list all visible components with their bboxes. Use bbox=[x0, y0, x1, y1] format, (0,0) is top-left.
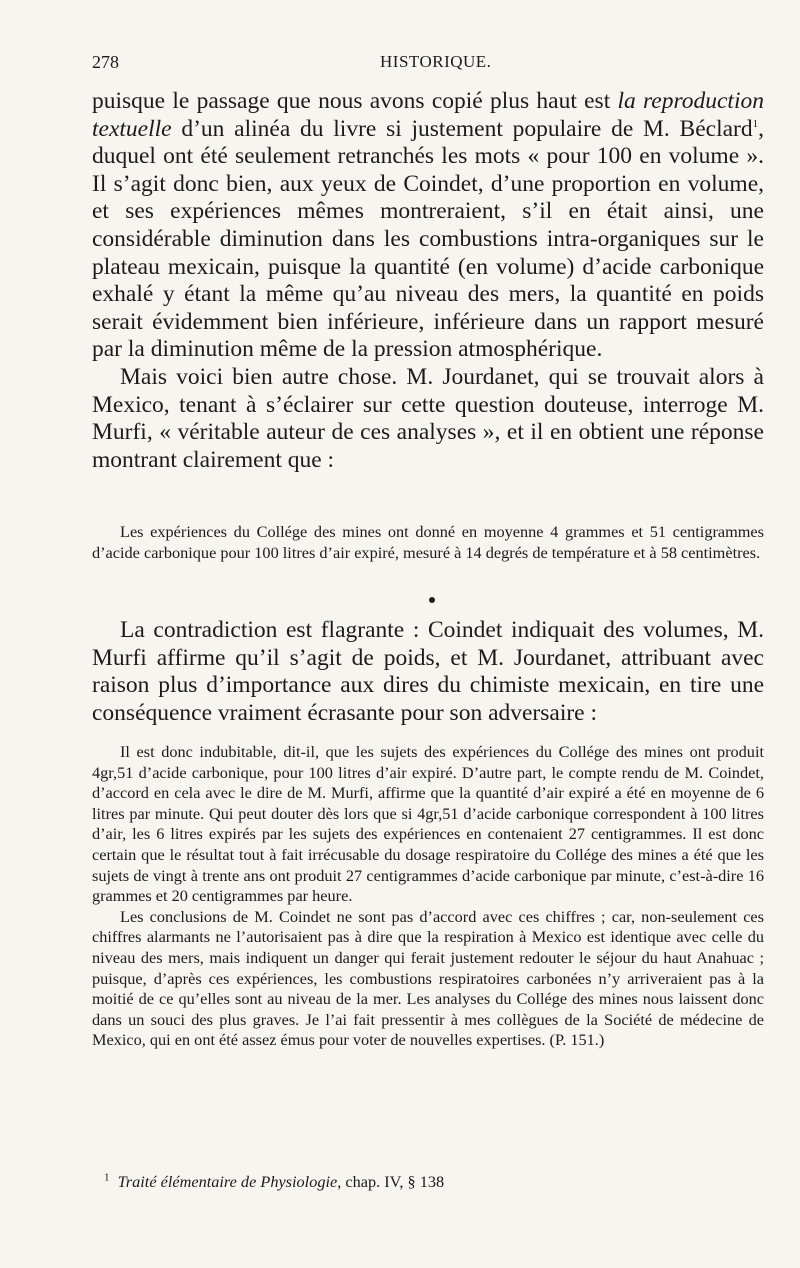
paragraph-1 bbox=[92, 88, 764, 364]
running-title: HISTORIQUE. bbox=[380, 52, 492, 71]
quotation-2 bbox=[92, 742, 764, 1051]
running-header bbox=[92, 52, 762, 82]
quotation-2-p1: Il est donc indubitable, dit-il, que les sujets des expériences du Collége des mines ont produit 4gr,51 d’acide carbonique, pour 100 litres d’air expiré. D’autre part, le compte rendu de M. Coindet, d’accord en cela avec le dire de M. Murfi, affirme que la quantité d’air expiré a été en moyenne de 6 litres par minute. Qui peut douter dès lors que si 4gr,51 d’acide carbonique correspondent à 100 litres d’air, les 6 litres expirés par les sujets des expériences en contenaient 27 centigrammes. Il est donc certain que le résultat tout à fait irrécusable du dosage respiratoire du Collége des mines a été que les sujets de vingt à trente ans ont produit 27 centigrammes d’acide carbonique par minute, c’est-à-dire 16 grammes et 20 centigrammes par heure. bbox=[92, 742, 764, 906]
paragraph-3: La contradiction est flagrante : Coindet indiquait des volumes, M. Murfi affirme qu’il s’agit de poids, et M. Jourdanet, attribuant avec raison plus d’importance aux dires du chimiste mexicain, en tire une conséquence vraiment écrasante pour son adversaire : bbox=[92, 617, 764, 726]
footnote-title: Traité élémentaire de Physiologie bbox=[117, 1172, 338, 1191]
quotation-1 bbox=[92, 522, 764, 563]
main-text bbox=[92, 88, 764, 474]
page-number: 278 bbox=[92, 52, 119, 72]
ink-mark bbox=[429, 597, 435, 603]
footnote-marker: 1 bbox=[104, 1171, 110, 1184]
footnote-rest: , chap. IV, § 138 bbox=[337, 1172, 445, 1191]
para1-text-a: puisque le passage que nous avons copié plus haut est bbox=[92, 88, 618, 114]
quotation-1-text: Les expériences du Collége des mines ont donné en moyenne 4 grammes et 51 centigrammes d’acide carbonique pour 100 litres d’air expiré, mesuré à 14 degrés de température et à 58 centimètres. bbox=[92, 522, 764, 562]
para1-text-c: , duquel ont été seulement retranchés les mots « pour 100 en volume ». Il s’agit donc bien, aux yeux de Coindet, d’une proportion en volume, et ses expériences mêmes montreraient, s’il en était ainsi, une considérable diminution dans les combustions intra-organiques sur le plateau mexicain, puisque la quantité (en volume) d’acide carbonique exhalé y étant la même qu’au niveau des mers, la quantité en poids serait évidemment bien inférieure, inférieure dans un rapport mesuré par la diminution même de la pression atmosphérique. bbox=[92, 115, 764, 363]
paragraph-2: Mais voici bien autre chose. M. Jourdanet, qui se trouvait alors à Mexico, tenant à s’éclairer sur cette question douteuse, interroge M. Murfi, « véritable auteur de ces analyses », et il en obtient une réponse montrant clairement que : bbox=[92, 363, 764, 473]
para1-text-b: d’un alinéa du livre si justement populaire de M. Béclard bbox=[171, 115, 753, 142]
para1-italic: la reproduction textuelle bbox=[92, 88, 764, 142]
paragraph-3-block bbox=[92, 617, 764, 727]
footnote bbox=[104, 1172, 764, 1192]
quotation-2-p2: Les conclusions de M. Coindet ne sont pas d’accord avec ces chiffres ; car, non-seulement ces chiffres alarmants ne l’autorisaient pas à dire que la respiration à Mexico est identique avec celle du niveau des mers, mais indiquent un danger qui ferait justement redouter le séjour du haut Anahuac ; puisque, d’après ces expériences, les combustions respiratoires carbonées n’y arriveraient pas à la moitié de ce qu’elles sont au niveau de la mer. Les analyses du Collége des mines nous laissent donc dans un souci des plus graves. Je l’ai fait pressentir à mes collègues de la Société de médecine de Mexico, qui en ont été assez émus pour voter de nouvelles expertises. (P. 151.) bbox=[92, 906, 764, 1050]
footnote-ref: 1 bbox=[752, 117, 759, 130]
